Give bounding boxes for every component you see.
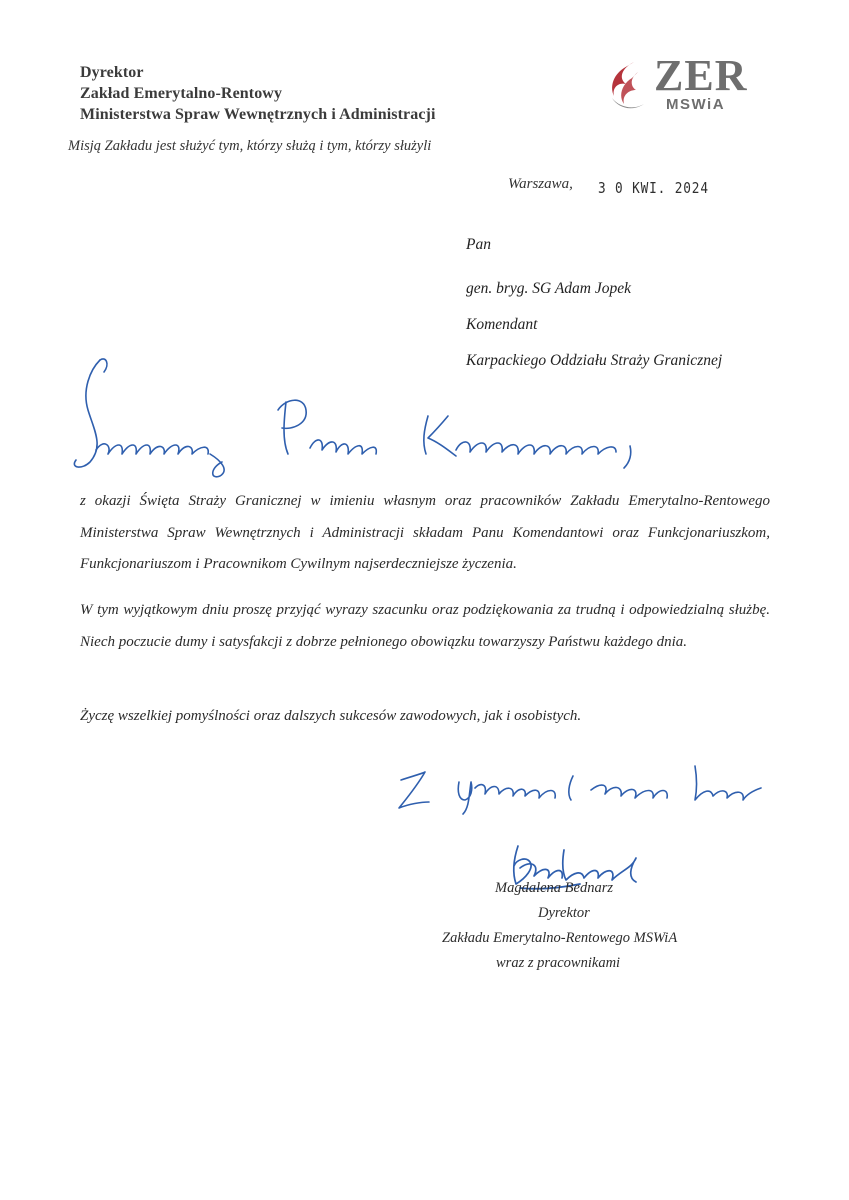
institution-motto: Misją Zakładu jest służyć tym, którzy służą i tym, którzy służyli (68, 138, 432, 154)
sender-institution: Zakład Emerytalno-Rentowy (80, 85, 283, 102)
zer-logo (600, 52, 770, 122)
logo-mswia-text: MSWiA (666, 96, 726, 113)
sender-title: Dyrektor (80, 64, 144, 81)
handwritten-salutation (60, 350, 660, 480)
signatory-name: Magdalena Bednarz (495, 880, 613, 896)
date-place: Warszawa, (508, 176, 573, 192)
addressee-unit: Karpackiego Oddziału Straży Granicznej (466, 352, 723, 369)
sender-header (80, 62, 436, 125)
signatory-organization: Zakładu Emerytalno-Rentowego MSWiA (442, 930, 678, 946)
addressee-name: gen. bryg. SG Adam Jopek (466, 280, 632, 297)
addressee-salutation: Pan (466, 236, 491, 253)
signatory-title: Dyrektor (538, 905, 590, 921)
addressee-position: Komendant (466, 316, 538, 333)
body-paragraph-2: W tym wyjątkowym dniu proszę przyjąć wyrazy szacunku oraz podziękowania za trudną i odpowiedzialną służbę. Niech poczucie dumy i satysfakcji z dobrze pełnionego obowiązku towarzyszy Państwu każdego dnia. (80, 602, 770, 650)
handwritten-closing (395, 760, 775, 816)
logo-zer-text: ZER (654, 51, 748, 100)
body-paragraph-1: z okazji Święta Straży Granicznej w imieniu własnym oraz pracowników Zakładu Emerytalno-Rentowego Ministerstwa Spraw Wewnętrznych i Administracji składam Panu Komendantowi oraz Funkcjonariuszkom, Funkcjonariuszom i Pracownikom Cywilnym najserdeczniejsze życzenia. (80, 493, 770, 572)
body-paragraph-3: Życzę wszelkiej pomyślności oraz dalszych sukcesów zawodowych, jak i osobistych. (80, 708, 582, 724)
signatory-note: wraz z pracownikami (496, 955, 621, 971)
sender-ministry: Ministerstwa Spraw Wewnętrznych i Administracji (80, 106, 436, 123)
flame-arc-icon (604, 58, 652, 114)
date-stamp: 3 0 KWI. 2024 (598, 179, 709, 197)
